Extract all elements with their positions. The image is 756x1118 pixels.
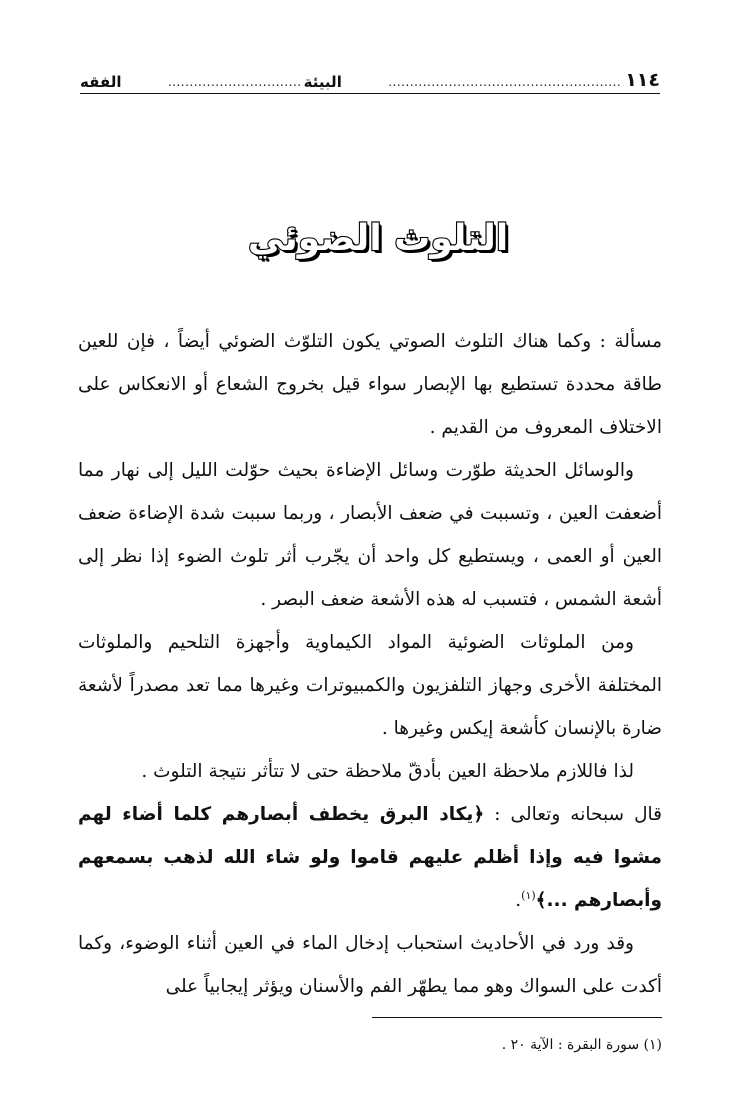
header-leader-dots-right: ...................................................... (388, 76, 622, 88)
paragraph-4: لذا فاللازم ملاحظة العين بأدقّ ملاحظة حتى لا تتأثر نتيجة التلوث . (141, 761, 634, 782)
quran-verse: يكاد البرق يخطف أبصارهم كلما أضاء لهم مشوا فيه وإذا أظلم عليهم قاموا ولو شاء الله لذهب بسمعهم وأبصارهم ... (78, 804, 662, 911)
chapter-title: التلوث الضوئي (247, 218, 509, 259)
quote-end: . (515, 890, 522, 911)
quran-quote-paragraph (78, 793, 662, 922)
paragraph-3: ومن الملوثات الضوئية المواد الكيماوية وأجهزة التلحيم والملوثات المختلفة الأخرى وجهاز التلفزيون والكمبيوترات وغيرها مما تعد مصدراً لأشعة ضارة بالإنسان كأشعة إيكس وغيرها . (78, 632, 662, 739)
quote-close-bracket: ﴾ (535, 890, 547, 911)
header-rule (80, 93, 660, 94)
running-header (80, 56, 660, 90)
paragraph-2: والوسائل الحديثة طوّرت وسائل الإضاءة بحيث حوّلت الليل إلى نهار مما أضعفت العين ، وتسببت في ضعف الأبصار ، وربما سببت شدة الإضاءة ضعف العين أو العمى ، ويستطيع كل واحد أن يجّرب أثر تلوث الضوء إذا نظر إلى أشعة الشمس ، فتسبب له هذه الأشعة ضعف البصر . (78, 460, 662, 610)
footnote: (١) سورة البقرة : الآية ٢٠ . (501, 1037, 662, 1053)
header-book-title: الفقه (80, 73, 122, 91)
body-text (78, 320, 662, 1008)
quote-lead: قال سبحانه وتعالى : (484, 804, 662, 825)
page-number: ١١٤ (625, 69, 660, 91)
paragraph-1: مسألة : وكما هناك التلوث الصوتي يكون التلوّث الضوئي أيضاً ، فإن للعين طاقة محددة تستطيع بها الإبصار سواء قيل بخروج الشعاع أو الانعكاس على الاختلاف المعروف من القديم . (78, 331, 662, 438)
paragraph-5: وقد ورد في الأحاديث استحباب إدخال الماء في العين أثناء الوضوء، وكما أكدت على السواك وهو مما يطهّر الفم والأسنان ويؤثر إيجابياً على (78, 933, 662, 997)
quote-open-bracket: ﴿ (473, 804, 485, 825)
footnote-marker: (١) (521, 888, 536, 902)
footnote-rule (372, 1017, 662, 1018)
header-section-title: البيئة (303, 73, 342, 91)
header-leader-dots-left: ............................... (167, 76, 302, 88)
